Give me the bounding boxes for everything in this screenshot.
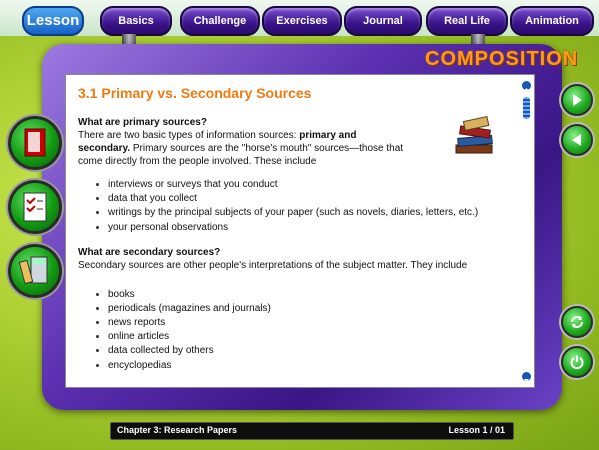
composition-banner: COMPOSITION (425, 48, 579, 70)
scroll-down-button[interactable] (522, 372, 531, 381)
nav-journal-button[interactable]: Journal (344, 6, 422, 36)
page-title: 3.1 Primary vs. Secondary Sources (78, 85, 312, 101)
list-item: encyclopedias (96, 359, 514, 372)
arrow-up-icon (522, 85, 531, 94)
notebook-icon (11, 119, 59, 167)
list-item: online articles (96, 330, 514, 343)
play-forward-icon (569, 92, 585, 108)
checklist-icon (11, 183, 59, 231)
list-item: periodicals (magazines and journals) (96, 302, 514, 315)
lesson-page-indicator: Lesson 1 / 01 (448, 425, 505, 435)
next-button[interactable] (561, 84, 593, 116)
scroll-up-button[interactable] (522, 81, 531, 90)
play-back-icon (569, 132, 585, 148)
books-icon (452, 115, 498, 157)
nav-challenge-button[interactable]: Challenge (180, 6, 260, 36)
power-icon (569, 354, 585, 370)
list-item: your personal observations (96, 221, 514, 234)
primary-intro: There are two basic types of information sources: primary and secondary. Primary sources are the "horse's mouth" sources—those that come directly from the people involved. These include (78, 130, 404, 167)
list-item: news reports (96, 316, 514, 329)
chapter-label: Chapter 3: Research Papers (117, 425, 238, 435)
secondary-intro: Secondary sources are other people's interpretations of the subject matter. They include (78, 259, 468, 271)
scrollbar[interactable] (522, 81, 531, 381)
nav-exercises-button[interactable]: Exercises (262, 6, 342, 36)
calculator-tool-button[interactable] (8, 244, 62, 298)
status-bar (110, 422, 514, 440)
nav-animation-button[interactable]: Animation (510, 6, 594, 36)
back-button[interactable] (561, 124, 593, 156)
arrow-down-icon (522, 376, 531, 385)
secondary-source-list (78, 288, 514, 372)
list-item: data collected by others (96, 344, 514, 357)
top-nav-bar (0, 0, 599, 36)
refresh-icon (569, 314, 585, 330)
refresh-button[interactable] (561, 306, 593, 338)
nav-basics-button[interactable]: Basics (100, 6, 172, 36)
scroll-thumb[interactable] (523, 97, 530, 119)
calculator-icon (11, 247, 59, 295)
primary-heading: What are primary sources? (78, 117, 207, 128)
list-item: interviews or surveys that you conduct (96, 178, 514, 191)
nav-real-life-button[interactable]: Real Life (426, 6, 508, 36)
checklist-tool-button[interactable] (8, 180, 62, 234)
list-item: books (96, 288, 514, 301)
primary-source-list (78, 178, 514, 234)
list-item: writings by the principal subjects of your paper (such as novels, diaries, letters, etc.) (96, 206, 514, 219)
secondary-heading: What are secondary sources? (78, 246, 221, 258)
notebook-tool-button[interactable] (8, 116, 62, 170)
list-item: data that you collect (96, 192, 514, 205)
lesson-logo[interactable]: Lesson (22, 6, 84, 36)
power-button[interactable] (561, 346, 593, 378)
